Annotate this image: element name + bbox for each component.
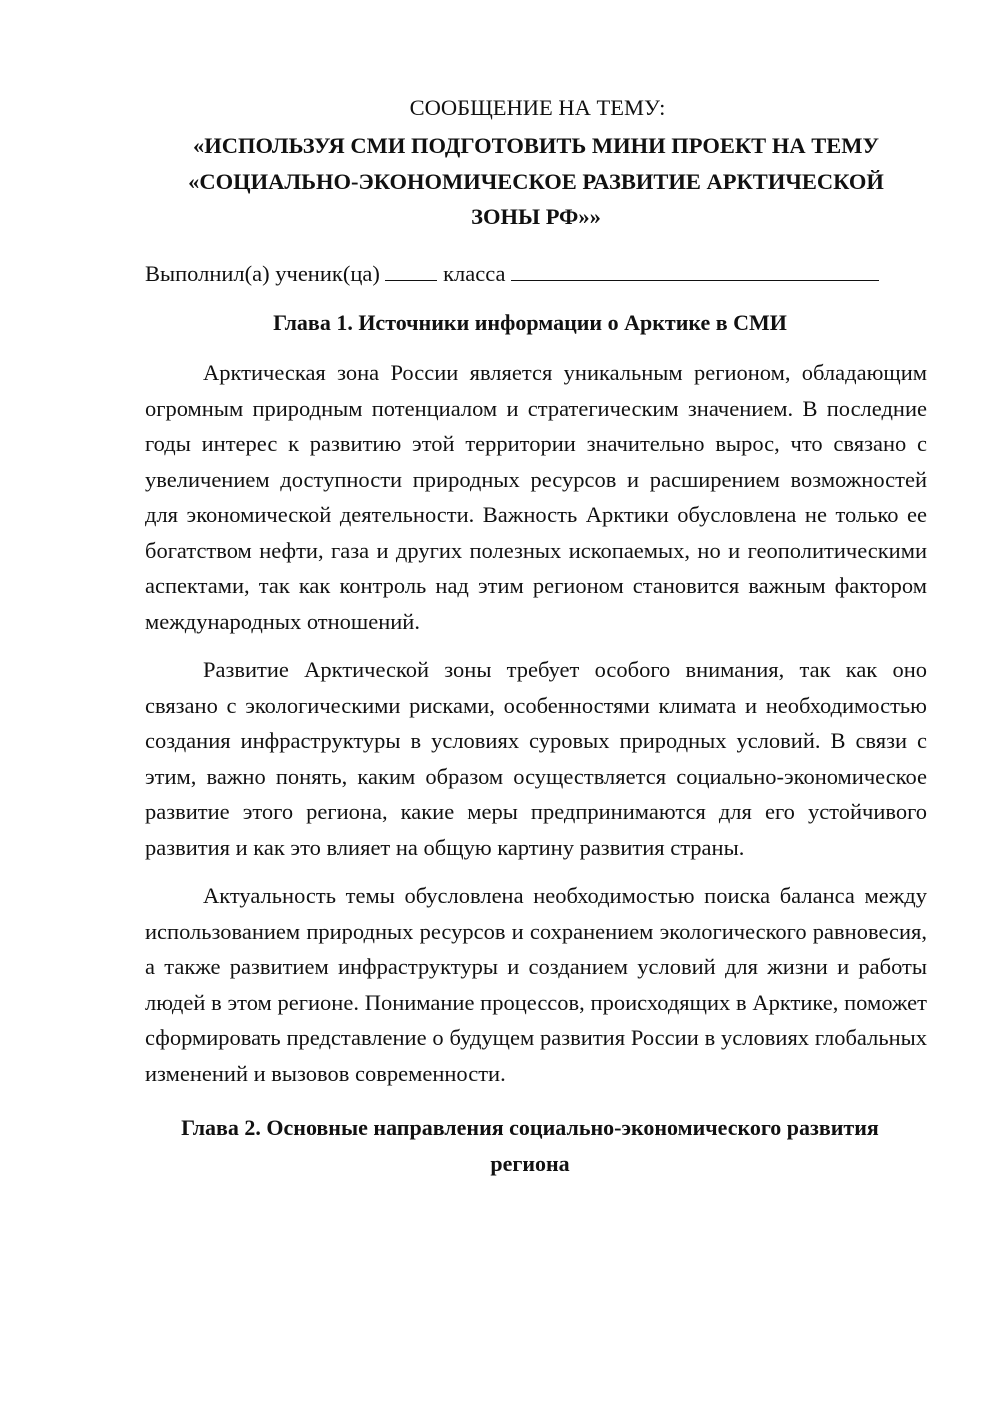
student-info-line xyxy=(145,258,927,290)
chapter-2-heading-line-2: региона xyxy=(490,1151,570,1176)
document-kicker: СООБЩЕНИЕ НА ТЕМУ: xyxy=(409,95,666,120)
class-label: класса xyxy=(443,260,506,286)
chapter-2-heading-line-1: Глава 2. Основные направления социально-экономического развития xyxy=(181,1115,879,1140)
student-label: Выполнил(а) ученик(ца) xyxy=(145,260,380,286)
class-blank-field[interactable] xyxy=(511,258,879,281)
title-line-2: «СОЦИАЛЬНО-ЭКОНОМИЧЕСКОЕ РАЗВИТИЕ АРКТИЧЕСКОЙ xyxy=(188,168,884,194)
title-line-3: ЗОНЫ РФ»» xyxy=(471,204,601,229)
title-line-1: «ИСПОЛЬЗУЯ СМИ ПОДГОТОВИТЬ МИНИ ПРОЕКТ НА ТЕМУ xyxy=(193,133,879,158)
chapter-1-heading: Глава 1. Источники информации о Арктике в СМИ xyxy=(273,309,787,335)
grade-blank-field[interactable] xyxy=(385,258,437,281)
chapter-1-paragraph-3: Актуальность темы обусловлена необходимостью поиска баланса между использованием природных ресурсов и сохранением экологического равновесия, а также развитием инфраструктуры и созданием условий для жизни и работы людей в этом регионе. Понимание процессов, происходящих в Арктике, поможет сформировать представление о будущем развития России в условиях глобальных изменений и вызовов современности. xyxy=(145,883,927,1086)
chapter-1-paragraph-1: Арктическая зона России является уникальным регионом, обладающим огромным природным потенциалом и стратегическим значением. В последние годы интерес к развитию этой территории значительно вырос, что связано с увеличением доступности природных ресурсов и расширением возможностей для экономической деятельности. Важность Арктики обусловлена не только ее богатством нефти, газа и других полезных ископаемых, но и геополитическими аспектами, так как контроль над этим регионом становится важным фактором международных отношений. xyxy=(145,360,927,634)
chapter-2-heading xyxy=(145,1110,927,1182)
document-title xyxy=(145,128,927,235)
chapter-1-paragraph-2: Развитие Арктической зоны требует особого внимания, так как оно связано с экологическими рисками, особенностями климата и необходимостью создания инфраструктуры в условиях суровых природных условий. В связи с этим, важно понять, каким образом осуществляется социально-экономическое развитие этого региона, какие меры предпринимаются для его устойчивого развития и как это влияет на общую картину развития страны. xyxy=(145,657,927,860)
